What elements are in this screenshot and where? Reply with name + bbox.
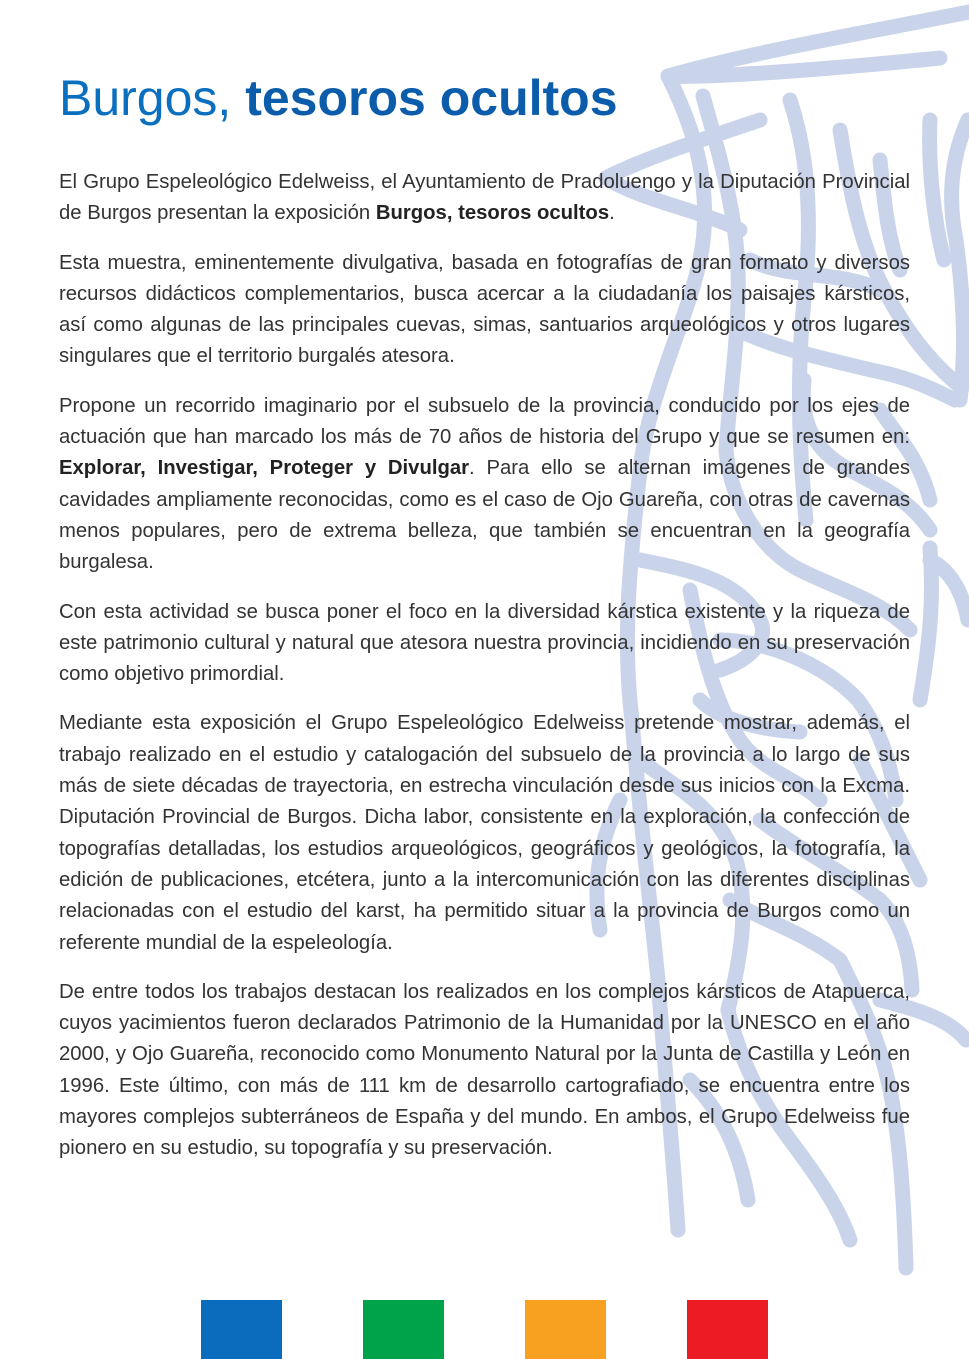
paragraph-intro-text: El Grupo Espeleológico Edelweiss, el Ayuntamiento de Pradoluengo y la Diputación Provincial de Burgos presentan la exposición xyxy=(59,171,910,225)
orange-color-swatch xyxy=(525,1300,606,1359)
paragraph-highlights: De entre todos los trabajos destacan los realizados en los complejos kársticos de Atapuerca, cuyos yacimientos fueron declarados Patrimonio de la Humanidad por la UNESCO en el año 2000, y Ojo Guareña, reconocido como Monumento Natural por la Junta de Castilla y León en 1996. Este último, con más de 111 km de desarrollo cartografiado, se encuentra entre los mayores complejos subterráneos de España y del mundo. En ambos, el Grupo Edelweiss fue pionero en su estudio, su topografía y su preservación. xyxy=(59,980,910,1160)
paragraph-work: Mediante esta exposición el Grupo Espeleológico Edelweiss pretende mostrar, además, el trabajo realizado en el estudio y catalogación del subsuelo de la provincia a lo largo de sus más de siete décadas de trayectoria, en estrecha vinculación desde sus inicios con la Excma. Diputación Provincial de Burgos. Dicha labor, consistente en la exploración, la confección de topografías detalladas, los estudios arqueológicos, geográficos y geológicos, la fotografía, la edición de publicaciones, etcétera, junto a la intercomunicación con las diferentes disciplinas relacionadas con el estudio del karst, ha permitido situar a la provincia de Burgos como un referente mundial de la espeleología. xyxy=(59,712,910,954)
paragraph-purpose: Esta muestra, eminentemente divulgativa, basada en fotografías de gran formato y diversos recursos didácticos complementarios, busca acercar a la ciudadanía los paisajes kársticos, así como algunas de las principales cuevas, simas, santuarios arqueológicos y otros lugares singulares que el territorio burgalés atesora. xyxy=(59,251,910,368)
paragraph-focus: Con esta actividad se busca poner el foco en la diversidad kárstica existente y la riqueza de este patrimonio cultural y natural que atesora nuestra provincia, incidiendo en su preservación como objetivo primordial. xyxy=(59,600,910,686)
paragraph-route-rest: . Para ello se alternan imágenes de grandes cavidades ampliamente reconocidas, como es el caso de Ojo Guareña, con otras de cavernas menos populares, pero de extrema belleza, que también se encuentran en la geografía burgalesa. xyxy=(59,457,910,574)
green-color-swatch xyxy=(363,1300,444,1359)
action-axes: Explorar, Investigar, Proteger y Divulgar xyxy=(59,457,470,480)
paragraph-route xyxy=(59,391,910,579)
page-title xyxy=(59,66,910,130)
exhibition-name: Burgos, tesoros ocultos xyxy=(375,202,610,225)
title-regular: Burgos, xyxy=(59,70,246,126)
article xyxy=(59,66,910,1183)
title-bold: tesoros ocultos xyxy=(245,70,618,126)
paragraph-intro xyxy=(59,167,910,230)
red-color-swatch xyxy=(687,1300,768,1359)
paragraph-intro-end: . xyxy=(609,202,615,225)
paragraph-route-text: Propone un recorrido imaginario por el subsuelo de la provincia, conducido por los ejes de actuación que han marcado los más de 70 años de historia del Grupo y que se resumen en: xyxy=(59,394,910,449)
blue-color-swatch xyxy=(201,1300,282,1359)
